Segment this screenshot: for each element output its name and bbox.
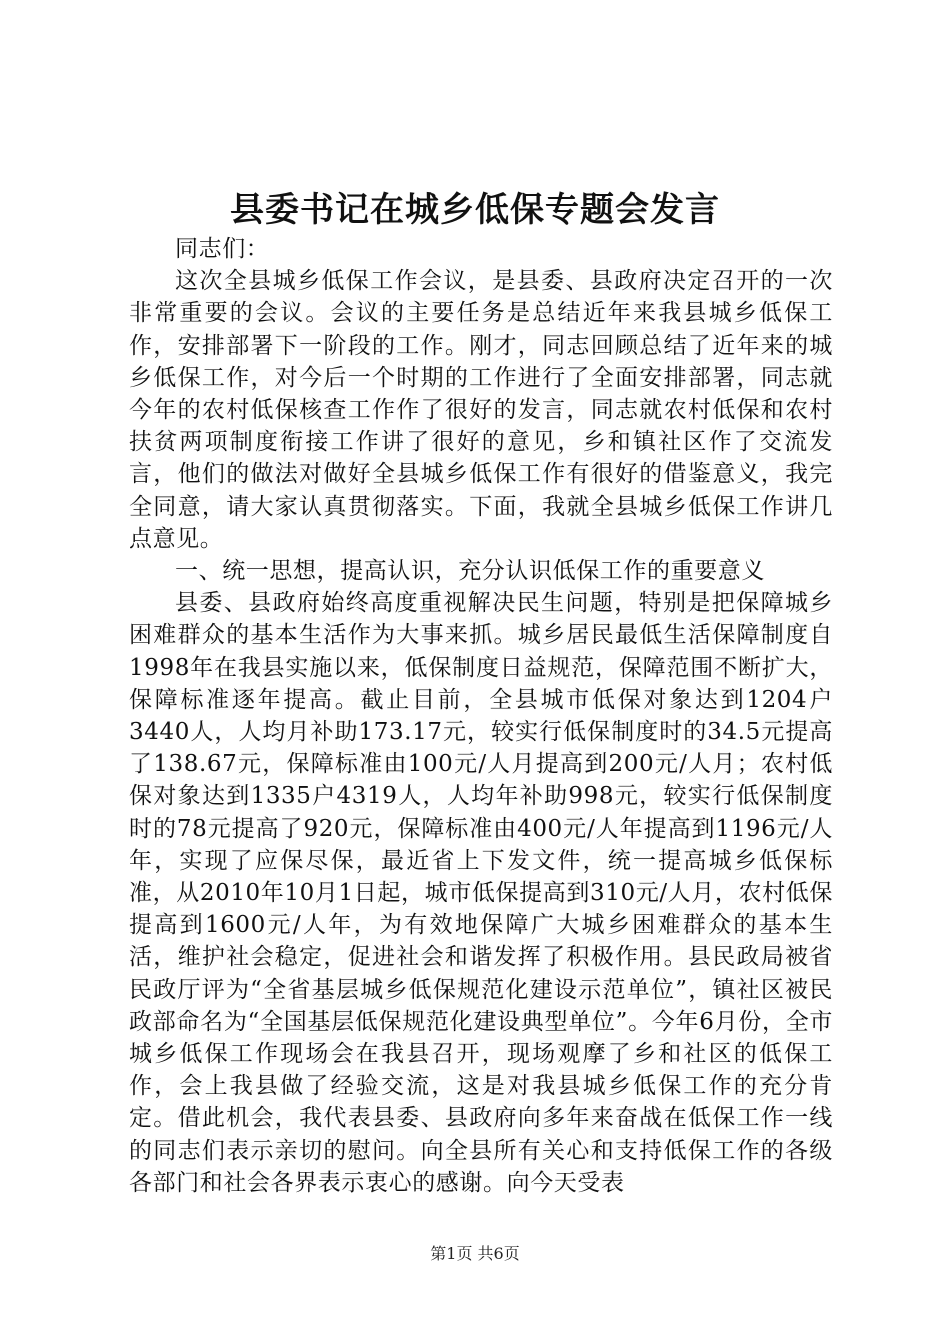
body-paragraph: 县委、县政府始终高度重视解决民生问题，特别是把保障城乡困难群众的基本生活作为大事来抓。城乡居民最低生活保障制度自1998年在我县实施以来，低保制度日益规范，保障范围不断扩大，保障标准逐年提高。截止目前，全县城市低保对象达到1204户3440人，人均月补助173.17元，较实行低保制度时的34.5元提高了138.67元，保障标准由100元/人月提高到200元/人月；农村低保对象达到1335户4319人，人均年补助998元，较实行低保制度时的78元提高了920元，保障标准由400元/人年提高到1196元/人年，实现了应保尽保，最近省上下发文件，统一提高城乡低保标准，从2010年10月1日起，城市低保提高到310元/人月，农村低保提高到1600元/人年，为有效地保障广大城乡困难群众的基本生活，维护社会稳定，促进社会和谐发挥了积极作用。县民政局被省民政厅评为“全省基层城乡低保规范化建设示范单位”，镇社区被民政部命名为“全国基层低保规范化建设典型单位”。今年6月份，全市城乡低保工作现场会在我县召开，现场观摩了乡和社区的低保工作，会上我县做了经验交流，这是对我县城乡低保工作的充分肯定。借此机会，我代表县委、县政府向多年来奋战在低保工作一线的同志们表示亲切的慰问。向全县所有关心和支持低保工作的各级各部门和社会各界表示衷心的感谢。向今天受表	[129, 590, 833, 1196]
document-title: 县委书记在城乡低保专题会发言	[230, 190, 720, 230]
page-number-footer: 第1页 共6页	[430, 1244, 520, 1263]
intro-paragraph: 这次全县城乡低保工作会议，是县委、县政府决定召开的一次非常重要的会议。会议的主要任务是总结近年来我县城乡低保工作，安排部署下一阶段的工作。刚才，同志回顾总结了近年来的城乡低保工作，对今后一个时期的工作进行了全面安排部署，同志就今年的农村低保核查工作作了很好的发言，同志就农村低保和农村扶贫两项制度衔接工作讲了很好的意见，乡和镇社区作了交流发言，他们的做法对做好全县城乡低保工作有很好的借鉴意义，我完全同意，请大家认真贯彻落实。下面，我就全县城乡低保工作讲几点意见。	[129, 268, 833, 552]
section-heading: 一、统一思想，提高认识，充分认识低保工作的重要意义	[175, 558, 765, 585]
document-body	[129, 233, 833, 1199]
salutation: 同志们：	[175, 236, 270, 262]
